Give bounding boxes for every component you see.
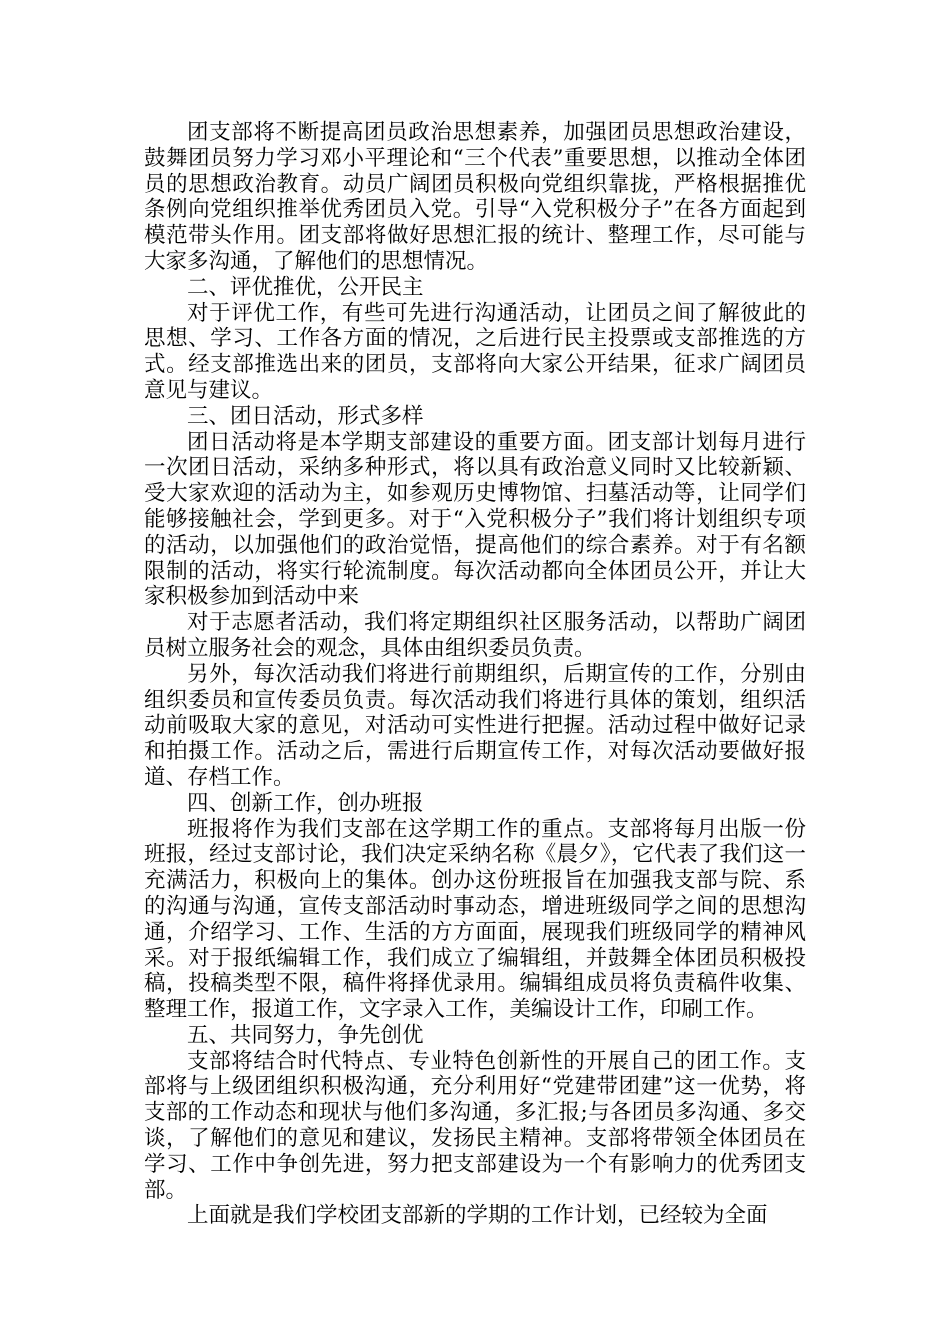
section-heading-4: 四、创新工作，创办班报 bbox=[187, 790, 424, 816]
section-heading-2: 二、评优推优，公开民主 bbox=[187, 274, 424, 300]
section-heading-3: 三、团日活动，形式多样 bbox=[187, 403, 424, 429]
paragraph-conclusion: 上面就是我们学校团支部新的学期的工作计划，已经较为全面 bbox=[187, 1203, 768, 1229]
paragraph-activity-organization: 另外，每次活动我们将进行前期组织，后期宣传的工作，分别由组织委员和宣传委员负责。每次活动我们将进行具体的策划，组织活动前吸取大家的意见，对活动可实性进行把握。活动过程中做好记录和拍摄工作。活动之后，需进行后期宣传工作，对每次活动要做好报道、存档工作。 bbox=[144, 661, 806, 790]
paragraph-ideological-work: 团支部将不断提高团员政治思想素养，加强团员思想政治建设，鼓舞团员努力学习邓小平理论和“三个代表”重要思想，以推动全体团员的思想政治教育。动员广阔团员积极向党组织靠拢，严格根据推优条例向党组织推举优秀团员入党。引导“入党积极分子”在各方面起到模范带头作用。团支部将做好思想汇报的统计、整理工作，尽可能与大家多沟通，了解他们的思想情况。 bbox=[144, 120, 806, 274]
paragraph-volunteer: 对于志愿者活动，我们将定期组织社区服务活动，以帮助广阔团员树立服务社会的观念，具体由组织委员负责。 bbox=[144, 610, 806, 661]
paragraph-evaluation: 对于评优工作，有些可先进行沟通活动，让团员之间了解彼此的思想、学习、工作各方面的情况，之后进行民主投票或支部推选的方式。经支部推选出来的团员，支部将向大家公开结果，征求广阔团员意见与建议。 bbox=[144, 300, 806, 403]
section-heading-5: 五、共同努力，争先创优 bbox=[187, 1022, 424, 1048]
document-page bbox=[144, 120, 806, 1229]
paragraph-joint-effort: 支部将结合时代特点、专业特色创新性的开展自己的团工作。支部将与上级团组织积极沟通，充分利用好“党建带团建”这一优势，将支部的工作动态和现状与他们多沟通，多汇报;与各团员多沟通、多交谈，了解他们的意见和建议，发扬民主精神。支部将带领全体团员在学习、工作中争创先进，努力把支部建设为一个有影响力的优秀团支部。 bbox=[144, 1048, 806, 1203]
paragraph-class-newspaper: 班报将作为我们支部在这学期工作的重点。支部将每月出版一份班报，经过支部讨论，我们决定采纳名称《晨夕》，它代表了我们这一充满活力，积极向上的集体。创办这份班报旨在加强我支部与院、系的沟通与沟通，宣传支部活动时事动态，增进班级同学之间的思想沟通，介绍学习、工作、生活的方方面面，展现我们班级同学的精神风采。对于报纸编辑工作，我们成立了编辑组，并鼓舞全体团员积极投稿，投稿类型不限，稿件将择优录用。编辑组成员将负责稿件收集、整理工作，报道工作，文字录入工作，美编设计工作，印刷工作。 bbox=[144, 816, 806, 1023]
paragraph-league-day: 团日活动将是本学期支部建设的重要方面。团支部计划每月进行一次团日活动，采纳多种形式，将以具有政治意义同时又比较新颖、受大家欢迎的活动为主，如参观历史博物馆、扫墓活动等，让同学们能够接触社会，学到更多。对于“入党积极分子”我们将计划组织专项的活动，以加强他们的政治觉悟，提高他们的综合素养。对于有名额限制的活动，将实行轮流制度。每次活动都向全体团员公开，并让大家积极参加到活动中来 bbox=[144, 429, 806, 610]
